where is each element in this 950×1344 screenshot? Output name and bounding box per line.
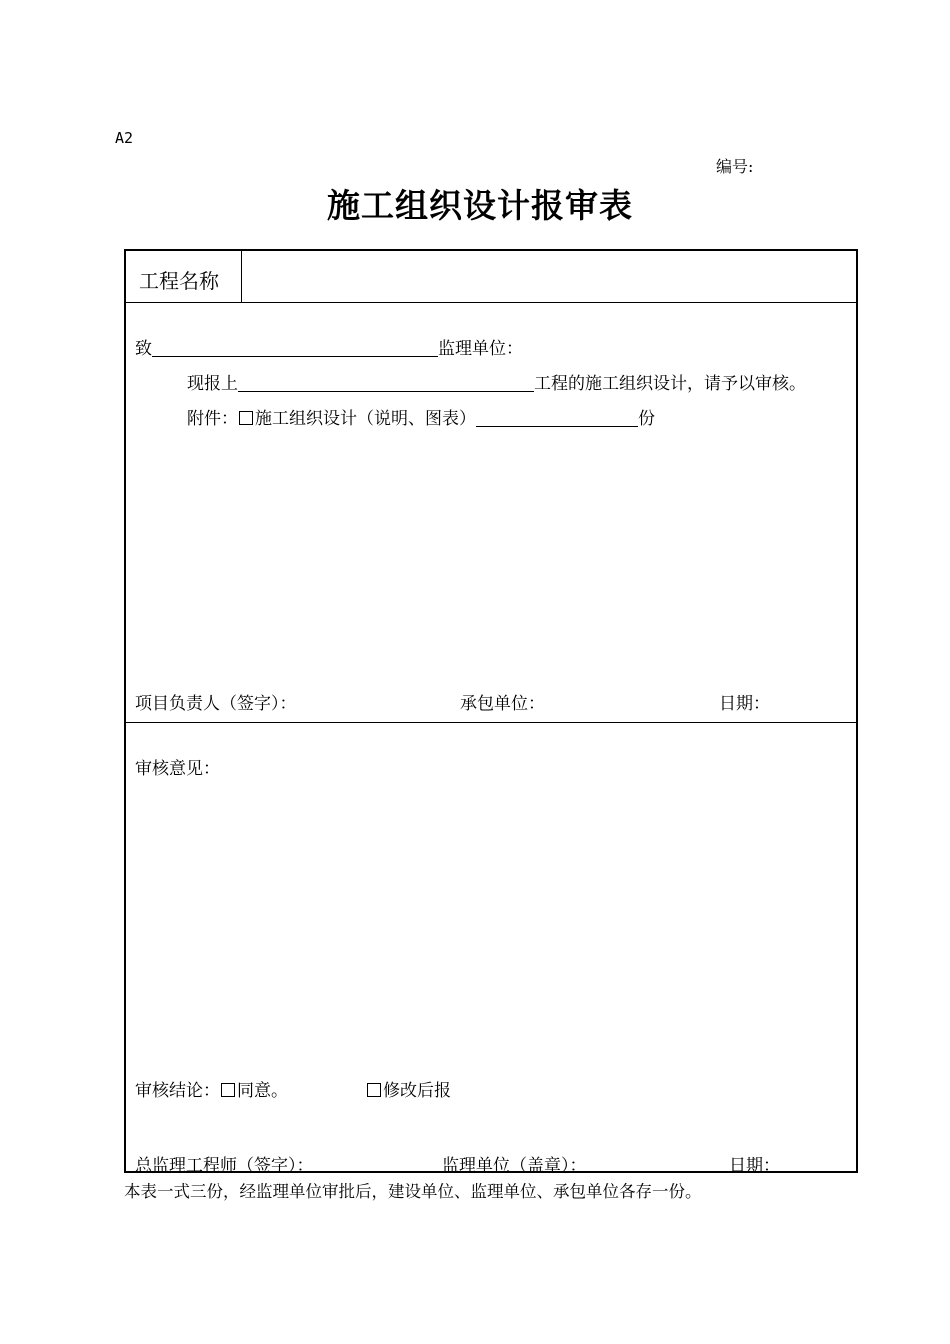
option-revise-label: 修改后报 [383, 1081, 451, 1101]
contractor-label: 承包单位： [460, 694, 545, 714]
report-prefix: 现报上 [187, 374, 238, 394]
manager-sign-label: 项目负责人（签字）： [135, 694, 297, 714]
attachment-prefix: 附件： [187, 409, 238, 429]
agree-checkbox[interactable] [221, 1083, 235, 1097]
serial-number-label: 编号: [716, 157, 754, 176]
addressee-prefix: 致 [135, 339, 152, 359]
addressee-line [135, 334, 523, 359]
supervisor-unit-blank[interactable] [152, 338, 438, 357]
option-agree-label: 同意。 [237, 1081, 288, 1101]
engineer-sign-label: 总监理工程师（签字）： [135, 1156, 314, 1176]
revise-checkbox[interactable] [367, 1083, 381, 1097]
review-date-label: 日期： [729, 1156, 780, 1176]
submission-date-label: 日期： [719, 694, 770, 714]
report-suffix: 工程的施工组织设计，请予以审核。 [534, 374, 806, 394]
revise-option [366, 1076, 451, 1101]
project-name-divider [241, 251, 242, 303]
approval-form-table [124, 249, 858, 1176]
attachment-checkbox[interactable] [239, 411, 253, 425]
form-code: A2 [115, 129, 134, 147]
footnote: 本表一式三份，经监理单位审批后，建设单位、监理单位、承包单位各存一份。 [124, 1182, 702, 1201]
project-name-label: 工程名称 [139, 269, 219, 293]
form-title: 施工组织设计报审表 [327, 186, 633, 225]
project-name-field[interactable] [251, 261, 846, 295]
supervisor-seal-label: 监理单位（盖章）： [442, 1156, 587, 1176]
attachment-item: 施工组织设计（说明、图表） [255, 409, 476, 429]
attachment-count-blank[interactable] [476, 408, 638, 427]
row-divider-1 [126, 302, 856, 303]
attachment-line [187, 404, 655, 429]
review-conclusion-line [135, 1076, 288, 1101]
project-blank[interactable] [238, 373, 534, 392]
attachment-unit: 份 [638, 409, 655, 429]
report-line [187, 369, 806, 394]
row-divider-2 [126, 722, 856, 723]
addressee-suffix: 监理单位： [438, 339, 523, 359]
review-opinion-label: 审核意见： [135, 759, 220, 779]
review-conclusion-label: 审核结论： [135, 1081, 220, 1101]
